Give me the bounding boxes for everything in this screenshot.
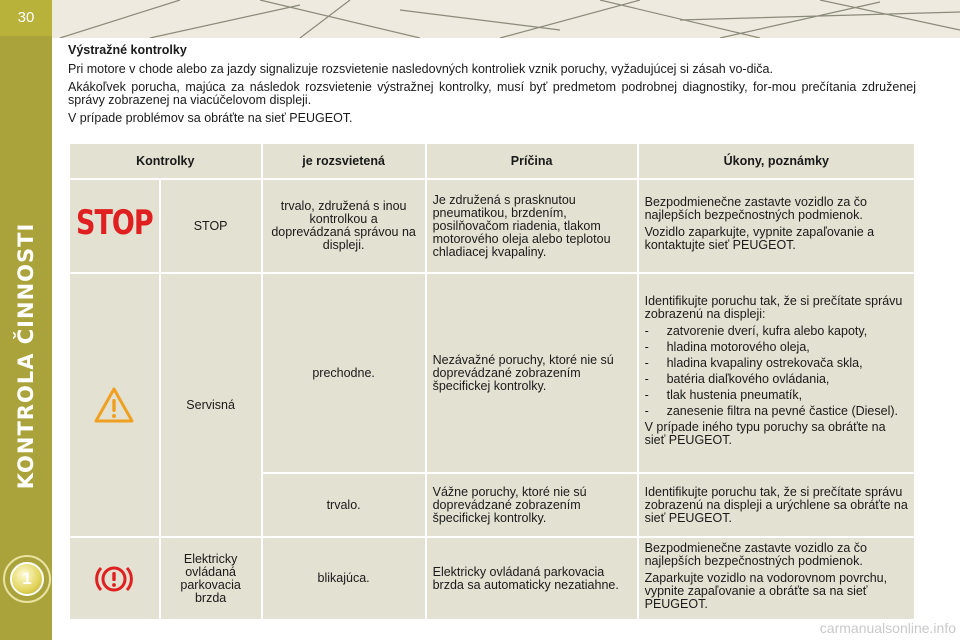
light-state: trvalo.	[263, 474, 425, 536]
light-state: blikajúca.	[263, 538, 425, 619]
intro-paragraph: Pri motore v chode alebo za jazdy signalizuje rozsvietenie nasledovných kontroliek vznik poruchy, vyžadujúcej si zásah vo-diča.	[68, 62, 773, 76]
warning-icon-cell	[70, 274, 159, 536]
list-item: - batéria diaľkového ovládania,	[645, 373, 908, 386]
chapter-title: KONTROLA ČINNOSTI	[14, 222, 38, 490]
header-state: je rozsvietená	[263, 144, 425, 178]
header-band	[0, 0, 960, 38]
page-number: 30	[0, 0, 52, 36]
header-cause: Príčina	[427, 144, 637, 178]
light-actions	[639, 274, 914, 472]
table-header-row	[70, 144, 914, 178]
light-cause: Je združená s prasknutou pneumatikou, brzdením, posilňovačom riadenia, tlakom motorového oleja alebo teplotou chladiacej kvapaliny.	[427, 180, 637, 272]
action-text: V prípade iného typu poruchy sa obráťte na sieť PEUGEOT.	[644, 420, 886, 447]
intro-paragraph: V prípade problémov sa obráťte na sieť PEUGEOT.	[68, 111, 353, 125]
action-text: Identifikujte poruchu tak, že si prečítate správu zobrazenú na displeji:	[644, 294, 903, 321]
light-cause: Vážne poruchy, ktoré nie sú doprevádzané zobrazením špecifickej kontrolky.	[427, 474, 637, 536]
warning-triangle-icon	[94, 387, 134, 423]
warning-lights-table	[68, 142, 916, 621]
action-text: Zaparkujte vozidlo na vodorovnom povrchu, vypnite zapaľovanie a obráťte sa na sieť PEUGEOT.	[644, 571, 888, 611]
stop-icon-cell	[70, 180, 159, 272]
electric-parking-brake-icon	[94, 563, 134, 595]
action-list	[645, 325, 908, 418]
list-item: - zanesenie filtra na pevné častice (Diesel).	[645, 405, 908, 418]
list-item: - hladina motorového oleja,	[645, 341, 908, 354]
table-row-stop	[70, 180, 914, 272]
light-cause: Elektricky ovládaná parkovacia brzda sa automaticky nezatiahne.	[427, 538, 637, 619]
action-text: Bezpodmienečne zastavte vozidlo za čo najlepších bezpečnostných podmienok.	[644, 541, 867, 568]
intro-section	[68, 43, 916, 130]
light-actions: Identifikujte poruchu tak, že si prečítate správu zobrazenú na displeji a urýchlene sa obráťte na sieť PEUGEOT.	[639, 474, 914, 536]
list-item: - zatvorenie dverí, kufra alebo kapoty,	[645, 325, 908, 338]
stop-icon: STOP	[76, 204, 153, 243]
header-lights: Kontrolky	[70, 144, 261, 178]
light-actions	[639, 180, 914, 272]
table-row-service	[70, 274, 914, 472]
section-heading: Výstražné kontrolky	[68, 43, 187, 57]
header-actions: Úkony, poznámky	[639, 144, 914, 178]
light-cause: Nezávažné poruchy, ktoré nie sú doprevádzané zobrazením špecifickej kontrolky.	[427, 274, 637, 472]
light-name: Elektricky ovládaná parkovacia brzda	[161, 538, 261, 619]
light-state: prechodne.	[263, 274, 425, 472]
action-text: Bezpodmienečne zastavte vozidlo za čo najlepších bezpečnostných podmienok.	[644, 195, 867, 222]
intro-paragraph: Akákoľvek porucha, majúca za následok rozsvietenie výstražnej kontrolky, musí byť predmetom podrobnej diagnostiky, for-mou prečítania združenej správy zobrazenej na viacúčelovom displeji.	[68, 80, 916, 107]
light-state: trvalo, združená s inou kontrolkou a doprevádzaná správou na displeji.	[263, 180, 425, 272]
light-actions	[639, 538, 914, 619]
action-text: Vozidlo zaparkujte, vypnite zapaľovanie a kontaktujte sieť PEUGEOT.	[644, 225, 875, 252]
brake-icon-cell	[70, 538, 159, 619]
header-pattern	[0, 0, 960, 38]
light-name: Servisná	[161, 274, 261, 536]
list-item: - hladina kvapaliny ostrekovača skla,	[645, 357, 908, 370]
chapter-badge: 1	[10, 562, 44, 596]
watermark: carmanualsonline.info	[819, 620, 956, 636]
table-row-parking-brake	[70, 538, 914, 619]
sidebar	[0, 36, 52, 640]
list-item: - tlak hustenia pneumatík,	[645, 389, 908, 402]
light-name: STOP	[161, 180, 261, 272]
